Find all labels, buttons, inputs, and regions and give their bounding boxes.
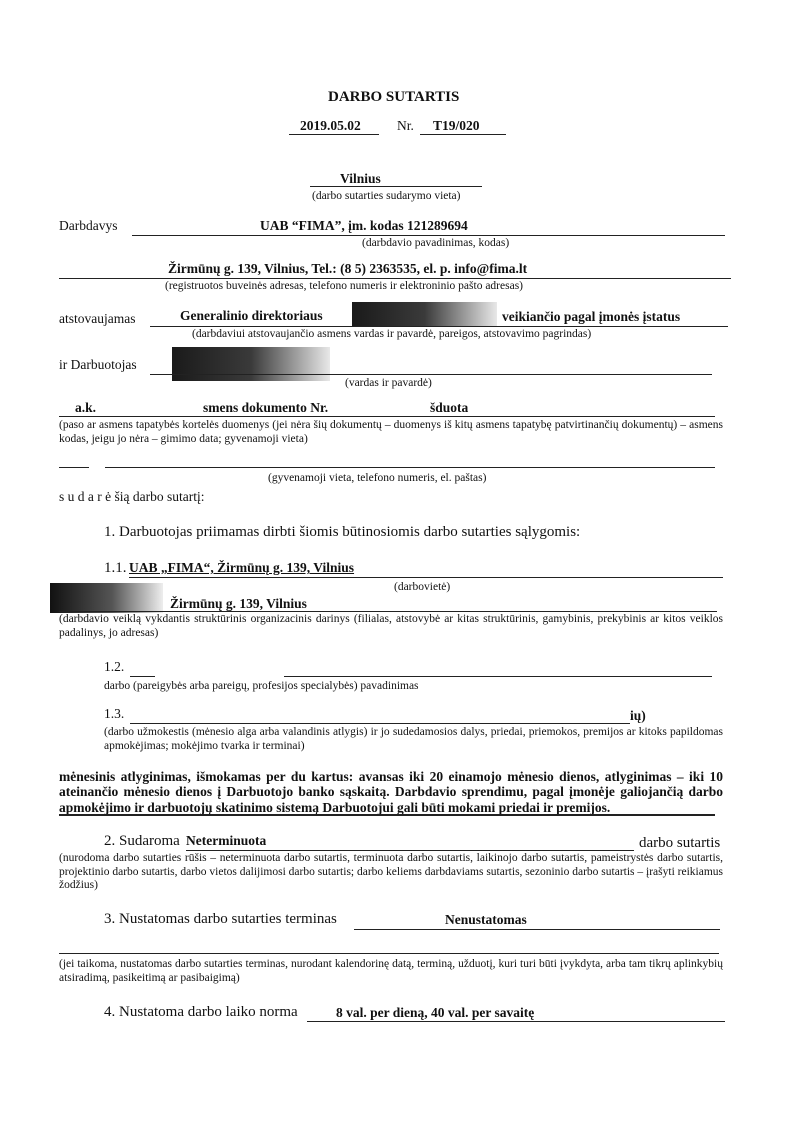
- id-personal-code: a.k.: [75, 400, 97, 415]
- s12-label: 1.2.: [104, 659, 125, 674]
- s13-underline: [130, 723, 630, 724]
- place-caption: (darbo sutarties sudarymo vieta): [312, 190, 461, 202]
- s11-caption: (darbovietė): [394, 581, 451, 593]
- employer-address: Žirmūnų g. 139, Vilnius, Tel.: (8 5) 2363535, el. p. info@fima.lt: [168, 261, 528, 276]
- contract-number: T19/020: [433, 118, 480, 133]
- s3-caption: (jei taikoma, nustatomas darbo sutarties terminas, nurodant kalendorinę datą, terminą, užduotį, kuri turi būti įvykdyta, arba tam tikrų aplinkybių atsiradimą, pasikeitimą ar pasibaigimą): [59, 958, 723, 984]
- s2-value: Neterminuota: [186, 833, 267, 848]
- s13-label: 1.3.: [104, 706, 125, 721]
- concluded-text: s u d a r ė šią darbo sutartį:: [59, 489, 205, 504]
- s4-value: 8 val. per dieną, 40 val. per savaitę: [336, 1005, 535, 1020]
- redacted-unit-name: [50, 583, 163, 613]
- employee-label: ir Darbuotojas: [59, 357, 137, 372]
- address-caption: (registruotos buveinės adresas, telefono numeris ir elektroninio pašto adresas): [165, 280, 523, 292]
- rep-caption: (darbdaviui atstovaujančio asmens vardas ir pavardė, pareigos, atstovavimo pagrindas): [192, 328, 592, 340]
- unit-underline: [59, 611, 717, 612]
- nr-label: Nr.: [397, 118, 414, 133]
- salary-text: mėnesinis atlyginimas, išmokamas per du kartus: avansas iki 20 einamojo mėnesio dienos, atlyginimas – iki 10 ateinančio mėnesio dienos į Darbuotojo banko sąskaitą. Darbdavio sprendimu, pagal įmonėje galiojančią darbo apmokėjimo ir darbuotojų skatinimo sistemą Darbuotojui gali būti mokami priedai ir premijos.: [59, 769, 723, 815]
- id-document: smens dokumento Nr.: [203, 400, 329, 415]
- contact-underline-b: [105, 467, 715, 468]
- s11-underline: [129, 577, 723, 578]
- s3-value: Nenustatomas: [445, 912, 527, 927]
- nr-underline: [420, 134, 506, 135]
- s12-caption: darbo (pareigybės arba pareigų, profesijos specialybės) pavadinimas: [104, 680, 419, 692]
- redacted-director-name: [352, 302, 497, 326]
- s3-underline: [354, 929, 720, 930]
- employer-underline: [132, 235, 725, 236]
- s13-caption: (darbo užmokestis (mėnesio alga arba valandinis atlygis) ir jo sudedamosios dalys, priedai, priemokos, premijos ar kitoks papildomas apmokėjimas; mokėjimo tvarka ir terminai): [104, 726, 723, 752]
- section-1-intro: 1. Darbuotojas priimamas dirbti šiomis būtinosiomis darbo sutarties sąlygomis:: [104, 524, 581, 540]
- address-underline: [59, 278, 731, 279]
- employee-name-caption: (vardas ir pavardė): [345, 377, 432, 389]
- employer-value: UAB “FIMA”, įm. kodas 121289694: [260, 218, 468, 233]
- document-title: DARBO SUTARTIS: [328, 89, 460, 105]
- employer-label: Darbdavys: [59, 218, 118, 233]
- place-value: Vilnius: [340, 171, 381, 186]
- date-underline: [289, 134, 379, 135]
- redacted-employee-name: [172, 347, 330, 381]
- unit-value: Žirmūnų g. 139, Vilnius: [170, 596, 307, 611]
- s2-underline: [186, 850, 634, 851]
- s13-tail: ių): [630, 708, 646, 723]
- rep-basis: veikiančio pagal įmonės įstatus: [502, 309, 681, 324]
- contact-caption: (gyvenamoji vieta, telefono numeris, el. paštas): [268, 472, 487, 484]
- place-underline: [310, 186, 482, 187]
- s4-underline: [307, 1021, 725, 1022]
- s12-underline-a: [130, 676, 155, 677]
- contact-underline-a: [59, 467, 89, 468]
- employee-underline: [150, 374, 712, 375]
- s2-suffix: darbo sutartis: [639, 835, 721, 851]
- s11-value: UAB „FIMA“, Žirmūnų g. 139, Vilnius: [129, 560, 355, 575]
- s2-prefix: 2. Sudaroma: [104, 833, 180, 849]
- unit-caption: (darbdavio veiklą vykdantis struktūrinis organizacinis darinys (filialas, atstovybė ar kitas struktūrinis, gamybinis, prekybinis ar kitos veiklos padalinys, jo adresas): [59, 613, 723, 639]
- s11-label: 1.1.: [104, 560, 127, 576]
- s3-prefix: 3. Nustatomas darbo sutarties terminas: [104, 911, 337, 927]
- id-caption: (paso ar asmens tapatybės kortelės duomenys (jei nėra šių dokumentų – duomenys iš kitų asmens tapatybę patvirtinančių dokumentų) – asmens kodas, jeigu jo nėra – gimimo data; gyvenamoji vieta): [59, 419, 723, 445]
- salary-underline: [59, 814, 715, 816]
- employer-caption: (darbdavio pavadinimas, kodas): [362, 237, 510, 249]
- contract-date: 2019.05.02: [300, 118, 361, 133]
- s4-prefix: 4. Nustatoma darbo laiko norma: [104, 1004, 298, 1020]
- rep-label: atstovaujamas: [59, 311, 136, 326]
- s3-underline-2: [59, 953, 719, 954]
- s12-underline-b: [284, 676, 712, 677]
- rep-underline: [150, 326, 728, 327]
- id-underline: [59, 416, 715, 417]
- rep-value: Generalinio direktoriaus: [180, 308, 323, 323]
- id-issued: šduota: [430, 400, 469, 415]
- s2-caption: (nurodoma darbo sutarties rūšis – neterminuota darbo sutartis, terminuota darbo sutartis, laikinojo darbo sutartis, pameistrystės darbo sutartis, projektinio darbo sutartis, darbo vietos dalijimosi darbo sutartis; darbo keliems darbdaviams sutartis, sezoninio darbo sutartis – įrašyti reikiamus žodžius): [59, 852, 723, 892]
